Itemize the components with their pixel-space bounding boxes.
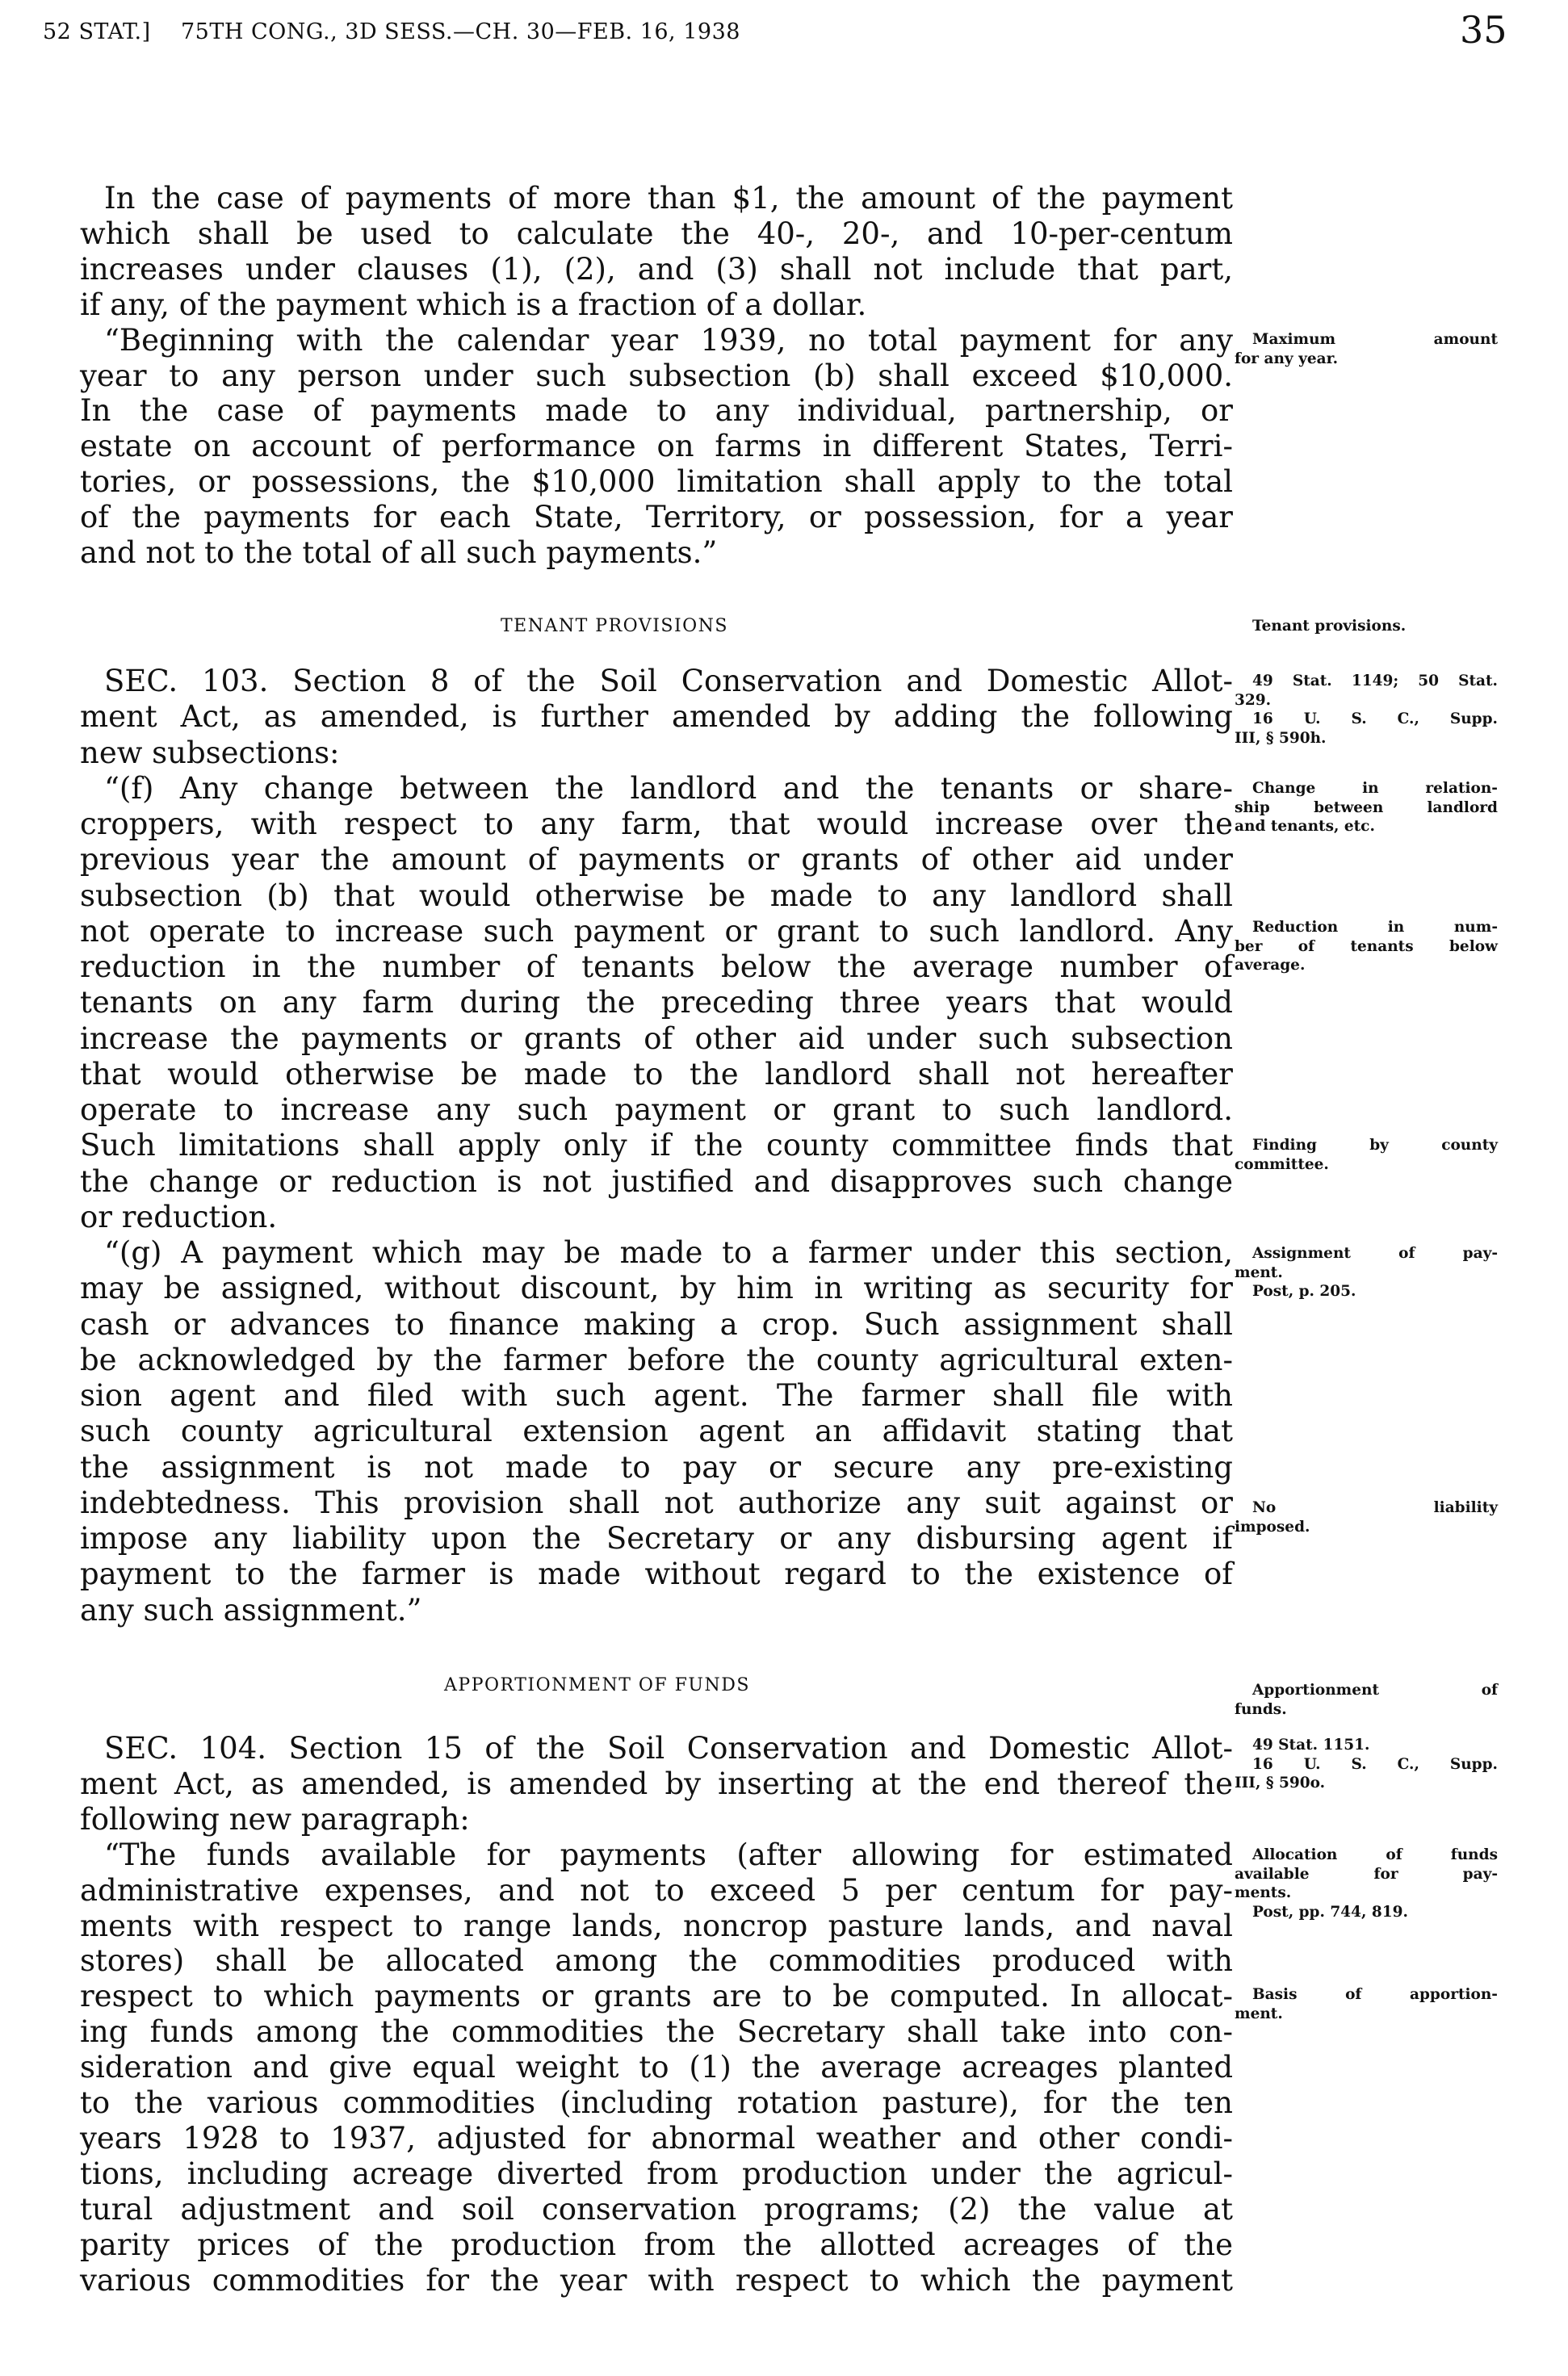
body-text-line: increases under clauses (1), (2), and (3) shall not include that part,: [80, 251, 1233, 287]
margin-note-line: ber of tenants below: [1235, 937, 1498, 955]
body-text-paragraph: [80, 664, 1233, 771]
body-text-paragraph: [80, 1731, 1233, 1838]
margin-note-paragraph: [1235, 1681, 1498, 1719]
body-text-line: In the case of payments made to any individual, partnership, or: [80, 393, 1233, 429]
body-text-line: any such assignment.”: [80, 1592, 422, 1628]
body-text-line: years 1928 to 1937, adjusted for abnormal weather and other condi-: [80, 2120, 1233, 2156]
body-text-line: parity prices of the production from the allotted acreages of the: [80, 2227, 1233, 2262]
section-heading-apportionment: APPORTIONMENT OF FUNDS: [444, 1675, 750, 1695]
body-text-line: ing funds among the commodities the Secretary shall take into con-: [80, 2014, 1233, 2050]
margin-note-paragraph: [1235, 1846, 1498, 1903]
margin-note: [1235, 617, 1498, 636]
body-text-line: estate on account of performance on farms in different States, Terri-: [80, 429, 1233, 464]
body-text-line: “The funds available for payments (after allowing for estimated: [104, 1837, 1233, 1872]
body-text-line: following new paragraph:: [80, 1801, 470, 1837]
body-text-line: or reduction.: [80, 1199, 278, 1234]
margin-note-paragraph: [1235, 918, 1498, 975]
body-text-line: “(f) Any change between the landlord and the tenants or share-: [104, 770, 1233, 806]
body-text-line: tories, or possessions, the $10,000 limitation shall apply to the total: [80, 464, 1233, 500]
body-text-line: SEC. 103. Section 8 of the Soil Conservation and Domestic Allot-: [104, 664, 1233, 698]
margin-note-line: Maximum amount: [1252, 331, 1498, 348]
body-text-line: the change or reduction is not justified and disapproves such change: [80, 1163, 1233, 1199]
margin-note-line: ment.: [1235, 2005, 1283, 2022]
margin-note-line: No liability: [1252, 1499, 1498, 1516]
margin-note-line: average.: [1235, 957, 1306, 974]
margin-note-paragraph: [1235, 1244, 1498, 1282]
margin-note-line: Tenant provisions.: [1252, 618, 1407, 635]
body-text-line: croppers, with respect to any farm, that would increase over the: [80, 807, 1233, 841]
body-block-sec-103: [80, 664, 1233, 1628]
body-text-paragraph: [80, 323, 1233, 571]
page-number: 35: [1460, 8, 1507, 52]
body-text-line: “(g) A payment which may be made to a farmer under this section,: [104, 1235, 1233, 1270]
margin-note-paragraph: [1235, 1985, 1498, 2023]
body-block-maximum-amount: [80, 181, 1233, 571]
margin-note-paragraph: [1235, 1136, 1498, 1174]
margin-note-paragraph: [1235, 1755, 1498, 1793]
margin-note: [1235, 918, 1498, 975]
body-text-line: to the various commodities (including rotation pasture), for the ten: [80, 2085, 1233, 2121]
body-text-line: payment to the farmer is made without regard to the existence of: [80, 1557, 1233, 1592]
body-text-line: sion agent and filed with such agent. The farmer shall file with: [80, 1378, 1233, 1413]
body-text-line: tural adjustment and soil conservation programs; (2) the value at: [80, 2191, 1233, 2227]
margin-note: [1235, 1846, 1498, 1921]
body-text-line: may be assigned, without discount, by him in writing as security for: [80, 1271, 1233, 1306]
body-text-line: be acknowledged by the farmer before the county agricultural exten-: [80, 1342, 1233, 1377]
margin-note: [1235, 1136, 1498, 1174]
margin-note-paragraph: [1235, 779, 1498, 836]
margin-note-line: imposed.: [1235, 1518, 1310, 1536]
margin-note-line: 49 Stat. 1151.: [1252, 1737, 1370, 1754]
margin-note-line: Allocation of funds: [1252, 1846, 1498, 1863]
body-text-line: stores) shall be allocated among the commodities produced with: [80, 1943, 1233, 1979]
margin-note-paragraph: [1235, 1903, 1498, 1922]
body-text-line: ments with respect to range lands, noncrop pasture lands, and naval: [80, 1908, 1233, 1943]
body-text-paragraph: [80, 1235, 1233, 1628]
body-text-line: indebtedness. This provision shall not authorize any suit against or: [80, 1485, 1233, 1520]
running-head-session: 75TH CONG., 3D SESS.—CH. 30—FEB. 16, 1938: [181, 19, 740, 44]
body-text-line: and not to the total of all such payments.”: [80, 535, 718, 571]
body-text-line: increase the payments or grants of other aid under such subsection: [80, 1020, 1233, 1056]
margin-note: [1235, 330, 1498, 368]
body-text-line: impose any liability upon the Secretary or any disbursing agent if: [80, 1521, 1233, 1556]
margin-note-line: Reduction in num-: [1252, 919, 1498, 936]
margin-note-line: ment.: [1235, 1263, 1283, 1281]
margin-note-paragraph: [1235, 330, 1498, 368]
margin-note-line: Basis of apportion-: [1252, 1986, 1498, 2003]
margin-note-line: ments.: [1235, 1884, 1292, 1901]
margin-note: [1235, 1681, 1498, 1719]
body-text-line: In the case of payments of more than $1, the amount of the payment: [104, 181, 1233, 216]
body-text-line: new subsections:: [80, 735, 340, 770]
body-text-line: tenants on any farm during the preceding three years that would: [80, 985, 1233, 1020]
margin-note-line: 16 U. S. C., Supp.: [1252, 710, 1498, 727]
margin-note-line: Post, pp. 744, 819.: [1252, 1903, 1408, 1921]
margin-note: [1235, 672, 1498, 748]
margin-note-paragraph: [1235, 710, 1498, 748]
margin-note-line: available for pay-: [1235, 1865, 1498, 1883]
body-text-line: that would otherwise be made to the landlord shall not hereafter: [80, 1056, 1233, 1092]
margin-note: [1235, 1244, 1498, 1301]
margin-note-line: and tenants, etc.: [1235, 818, 1375, 835]
body-text-line: cash or advances to finance making a crop. Such assignment shall: [80, 1306, 1233, 1342]
margin-note: [1235, 1736, 1498, 1793]
body-text-line: respect to which payments or grants are to be computed. In allocat-: [80, 1979, 1233, 2014]
body-text-line: administrative expenses, and not to exceed 5 per centum for pay-: [80, 1872, 1233, 1908]
body-text-line: year to any person under such subsection (b) shall exceed $10,000.: [80, 358, 1233, 393]
margin-note-line: 16 U. S. C., Supp.: [1252, 1755, 1498, 1773]
margin-note-line: Change in relation-: [1252, 780, 1498, 797]
body-text-line: not operate to increase such payment or grant to such landlord. Any: [80, 913, 1233, 949]
body-text-line: ment Act, as amended, is amended by inserting at the end thereof the: [80, 1766, 1233, 1801]
body-text-line: reduction in the number of tenants below the average number of: [80, 949, 1233, 984]
margin-note-paragraph: [1235, 1736, 1498, 1755]
body-text-line: various commodities for the year with respect to which the payment: [80, 2262, 1233, 2298]
body-text-line: “Beginning with the calendar year 1939, no total payment for any: [104, 322, 1233, 358]
margin-note-line: ship between landlord: [1235, 798, 1498, 816]
body-text-line: operate to increase any such payment or grant to such landlord.: [80, 1092, 1233, 1127]
body-text-line: the assignment is not made to pay or secure any pre-existing: [80, 1449, 1233, 1485]
body-text-paragraph: [80, 181, 1233, 323]
margin-note-line: III, § 590o.: [1235, 1775, 1326, 1791]
margin-note: [1235, 1985, 1498, 2023]
body-text-line: sideration and give equal weight to (1) the average acreages planted: [80, 2050, 1233, 2085]
margin-note: [1235, 1498, 1498, 1536]
margin-note-paragraph: [1235, 672, 1498, 710]
margin-note-paragraph: [1235, 1282, 1498, 1301]
margin-note-line: Assignment of pay-: [1252, 1245, 1498, 1262]
body-text-line: such county agricultural extension agent an affidavit stating that: [80, 1414, 1233, 1449]
body-text-paragraph: [80, 1838, 1233, 2298]
margin-note-paragraph: [1235, 617, 1498, 636]
margin-note-line: Apportionment of: [1252, 1682, 1498, 1699]
margin-note-line: Finding by county: [1252, 1137, 1498, 1154]
margin-note-line: 49 Stat. 1149; 50 Stat.: [1252, 673, 1498, 689]
margin-note: [1235, 779, 1498, 836]
body-text-line: tions, including acreage diverted from production under the agricul-: [80, 2156, 1233, 2191]
body-text-line: subsection (b) that would otherwise be made to any landlord shall: [80, 878, 1233, 913]
body-text-line: SEC. 104. Section 15 of the Soil Conservation and Domestic Allot-: [104, 1731, 1233, 1766]
body-text-line: which shall be used to calculate the 40-, 20-, and 10-per-centum: [80, 216, 1233, 251]
margin-note-line: for any year.: [1235, 350, 1339, 367]
running-head-volume: 52 STAT.]: [43, 19, 151, 44]
body-text-line: previous year the amount of payments or grants of other aid under: [80, 842, 1233, 878]
section-heading-tenant-provisions: TENANT PROVISIONS: [501, 616, 729, 636]
body-block-sec-104: [80, 1731, 1233, 2298]
margin-note-line: funds.: [1235, 1700, 1287, 1718]
body-text-line: of the payments for each State, Territory, or possession, for a year: [80, 500, 1233, 535]
margin-note-line: Post, p. 205.: [1252, 1283, 1356, 1300]
margin-note-paragraph: [1235, 1498, 1498, 1536]
margin-note-line: 329.: [1235, 691, 1272, 709]
body-text-paragraph: [80, 771, 1233, 1235]
body-text-line: ment Act, as amended, is further amended by adding the following: [80, 699, 1233, 735]
margin-note-line: committee.: [1235, 1155, 1329, 1173]
body-text-line: Such limitations shall apply only if the county committee finds that: [80, 1128, 1233, 1163]
margin-note-line: III, § 590h.: [1235, 729, 1327, 747]
body-text-line: if any, of the payment which is a fraction of a dollar.: [80, 287, 867, 322]
